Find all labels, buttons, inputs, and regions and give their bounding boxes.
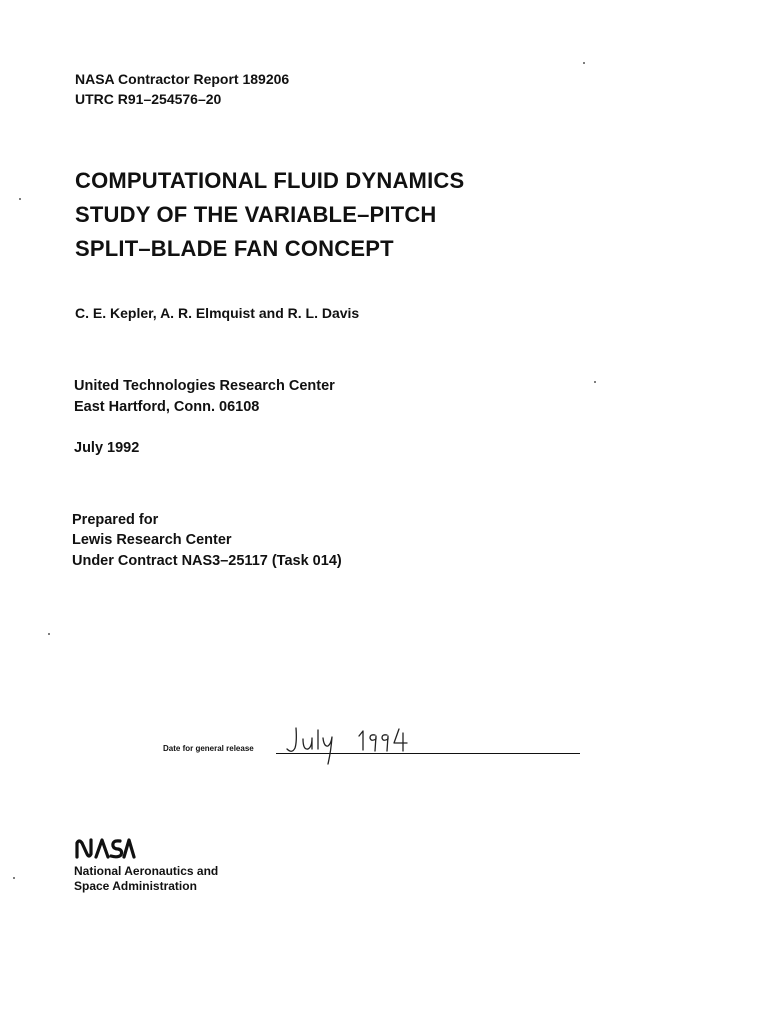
contract-number: Under Contract NAS3–25117 (Task 014) [72, 553, 342, 569]
release-date-label: Date for general release [163, 744, 254, 753]
title-line-3: SPLIT–BLADE FAN CONCEPT [75, 236, 394, 261]
report-date: July 1992 [74, 440, 140, 456]
organization-name: United Technologies Research Center [74, 378, 335, 394]
scan-speck [48, 633, 50, 635]
scan-speck [19, 198, 21, 200]
utrc-number: UTRC R91–254576–20 [75, 91, 222, 107]
report-number: NASA Contractor Report 189206 [75, 71, 290, 87]
organization-address: East Hartford, Conn. 06108 [74, 399, 260, 415]
authors: C. E. Kepler, A. R. Elmquist and R. L. Davis [75, 305, 360, 321]
title-line-2: STUDY OF THE VARIABLE–PITCH [75, 202, 437, 227]
agency-name-line-1: National Aeronautics and [74, 864, 219, 878]
prepared-for-center: Lewis Research Center [72, 532, 232, 548]
agency-name-line-2: Space Administration [74, 879, 197, 893]
scan-speck [594, 381, 596, 383]
prepared-for-label: Prepared for [72, 512, 159, 528]
scan-speck [583, 62, 585, 64]
scan-speck [13, 877, 15, 879]
nasa-logo [74, 836, 136, 860]
title-line-1: COMPUTATIONAL FLUID DYNAMICS [75, 168, 465, 193]
handwritten-release-date-signature [282, 724, 412, 768]
